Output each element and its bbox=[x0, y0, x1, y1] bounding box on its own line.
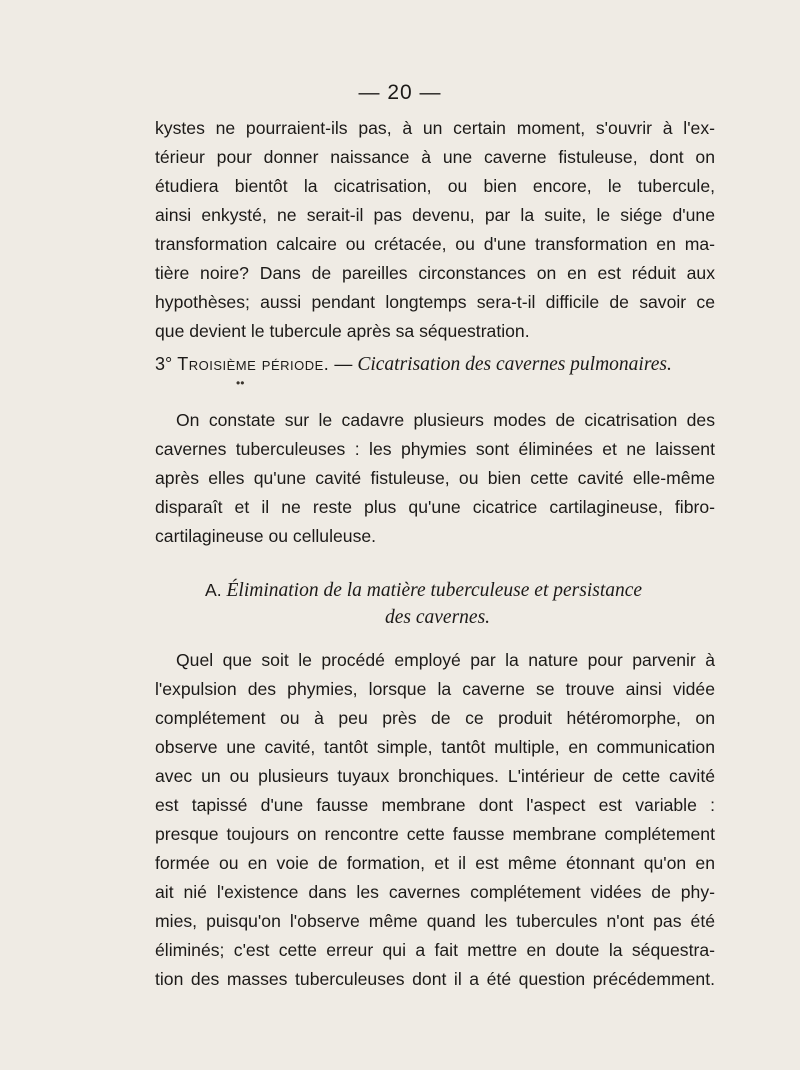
text-line: étudiera bientôt la cicatrisation, ou bien encore, le tubercule, bbox=[155, 176, 715, 196]
page-number: — 20 — bbox=[358, 81, 442, 104]
stray-ink-mark: •• bbox=[236, 376, 245, 390]
text-line: que devient le tubercule après sa séquestration. bbox=[155, 321, 530, 341]
text-line: complétement ou à peu près de ce produit hétéromorphe, on bbox=[155, 708, 715, 728]
subheading-title: Élimination de la matière tuberculeuse et persistance bbox=[226, 580, 643, 601]
section-number: 3° bbox=[155, 354, 173, 374]
section-title: Cicatrisation des cavernes pulmonaires. bbox=[357, 354, 672, 375]
subheading-letter: A. bbox=[205, 580, 222, 600]
text-line: hypothèses; aussi pendant longtemps sera-t-il difficile de savoir ce bbox=[155, 292, 715, 312]
text-line: éliminés; c'est cette erreur qui a fait mettre en doute la séquestra- bbox=[155, 940, 715, 960]
subheading-line-1 bbox=[205, 578, 715, 603]
text-line: kystes ne pourraient-ils pas, à un certain moment, s'ouvrir à l'ex- bbox=[155, 118, 715, 138]
section-label: Troisième période. bbox=[177, 354, 330, 374]
text-line: cavernes tuberculeuses : les phymies sont éliminées et ne laissent bbox=[155, 439, 715, 459]
text-line: cartilagineuse ou celluleuse. bbox=[155, 526, 377, 546]
text-line: formée ou en voie de formation, et il est même étonnant qu'on en bbox=[155, 853, 715, 873]
text-line: observe une cavité, tantôt simple, tantôt multiple, en communication bbox=[155, 737, 715, 757]
section-heading bbox=[155, 352, 715, 377]
text-line: presque toujours on rencontre cette fausse membrane complétement bbox=[155, 824, 715, 844]
text-line: avec un ou plusieurs tuyaux bronchiques. L'intérieur de cette cavité bbox=[155, 766, 715, 786]
text-line: disparaît et il ne reste plus qu'une cicatrice cartilagineuse, fibro- bbox=[155, 497, 715, 517]
text-line: térieur pour donner naissance à une caverne fistuleuse, dont on bbox=[155, 147, 715, 167]
section-dash: — bbox=[334, 354, 353, 374]
text-line: transformation calcaire ou crétacée, ou d'une transformation en ma- bbox=[155, 234, 715, 254]
text-line: tion des masses tuberculeuses dont il a été question précédemment. bbox=[155, 969, 715, 989]
text-line: est tapissé d'une fausse membrane dont l'aspect est variable : bbox=[155, 795, 715, 815]
text-line: tière noire? Dans de pareilles circonstances on en est réduit aux bbox=[155, 263, 715, 283]
text-line: mies, puisqu'on l'observe même quand les tubercules n'ont pas été bbox=[155, 911, 715, 931]
text-line: l'expulsion des phymies, lorsque la caverne se trouve ainsi vidée bbox=[155, 679, 715, 699]
text-line: On constate sur le cadavre plusieurs modes de cicatrisation des bbox=[176, 410, 715, 430]
subheading-line-2: des cavernes. bbox=[385, 607, 491, 628]
text-line: après elles qu'une cavité fistuleuse, ou bien cette cavité elle-même bbox=[155, 468, 715, 488]
text-line: ainsi enkysté, ne serait-il pas devenu, par la suite, le siége d'une bbox=[155, 205, 715, 225]
text-line: Quel que soit le procédé employé par la nature pour parvenir à bbox=[176, 650, 715, 670]
text-line: ait nié l'existence dans les cavernes complétement vidées de phy- bbox=[155, 882, 715, 902]
